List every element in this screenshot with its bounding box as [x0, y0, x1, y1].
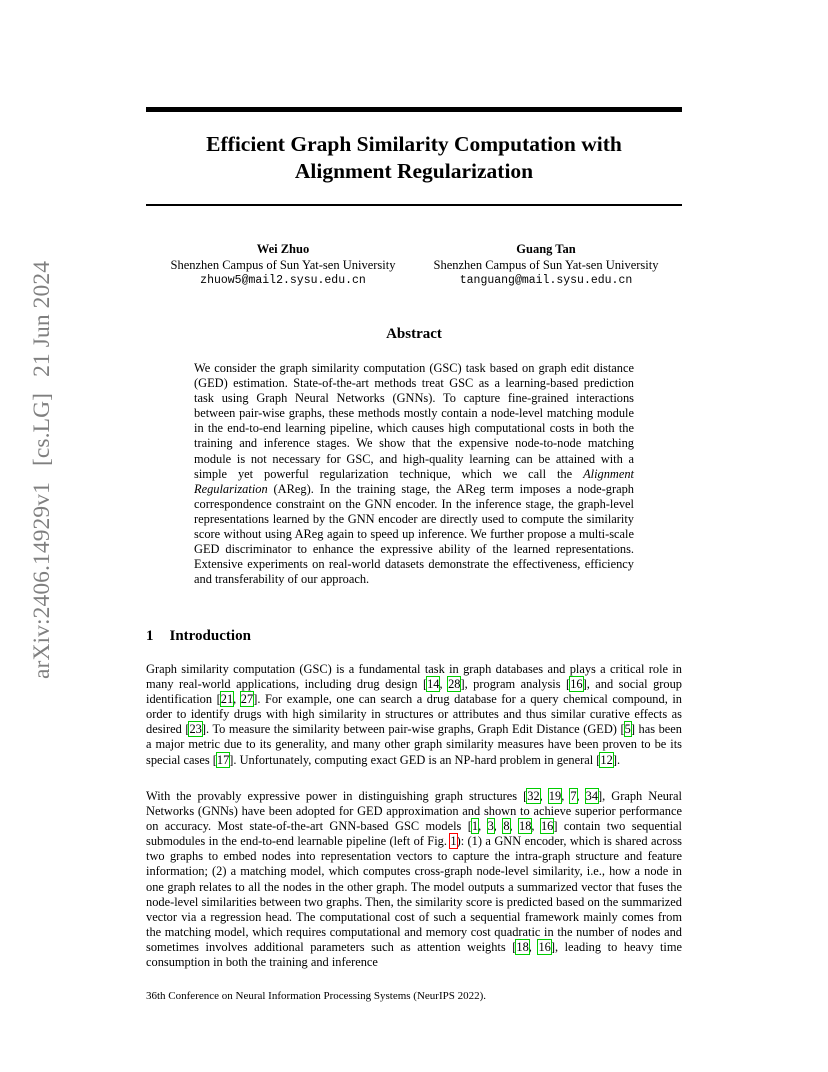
- author-email[interactable]: tanguang@mail.sysu.edu.cn: [459, 274, 633, 287]
- text-run: ]. For example, one can search a drug database for a query chemical compound, in order to identify drugs with high similarity in structures or attributes and thus similar curative effects as desired [: [146, 692, 682, 737]
- citation-link[interactable]: 16: [538, 939, 551, 954]
- intro-paragraph-2: [146, 789, 682, 970]
- arxiv-id: arXiv:2406.14929v1: [29, 482, 55, 679]
- text-run: ,: [478, 819, 488, 834]
- citation-link[interactable]: 17: [216, 752, 230, 767]
- intro-paragraph-1: [146, 662, 682, 768]
- title-top-rule: [146, 107, 682, 112]
- citation-link[interactable]: 32: [527, 789, 540, 803]
- citation-link[interactable]: 12: [600, 752, 613, 767]
- text-run: With the provably expressive power in distinguishing graph structures [: [146, 789, 528, 803]
- text-run: ,: [531, 819, 541, 834]
- author-affiliation: Shenzhen Campus of Sun Yat-sen University: [170, 257, 396, 272]
- citation-link[interactable]: 19: [548, 789, 562, 803]
- abstract-text-2: (AReg). In the training stage, the AReg term imposes a node-graph correspondence constraint on the GNN encoder. In the inference stage, the graph-level representations learned by the GNN encoder are directly used to compute the similarity score without using AReg again to speed up inference. We further propose a multi-scale GED discriminator to enhance the expressive ability of the learned representations. Extensive experiments on real-world datasets demonstrate the effectiveness, efficiency and transferability of our approach.: [194, 481, 634, 587]
- abstract-heading: Abstract: [386, 326, 442, 342]
- citation-link[interactable]: 23: [189, 722, 202, 737]
- text-run: ]. Unfortunately, computing exact GED is an NP-hard problem in general [: [229, 752, 601, 767]
- text-run: ,: [539, 789, 549, 803]
- text-run: ): (1) a GNN encoder, which is shared across two graphs to embed nodes into representation vectors to capture the intra-graph structure and feature information; (2) a matching model, which computes cross-graph node-level similarity, i.e., how a node in one graph relates to all the nodes in the other graph. The model outputs a summarized vector that fuses the node-level similarities between two graphs. Then, the similarity score is predicted based on the summarized vector via a regression head. The computational cost of such a sequential framework mainly comes from the matching model, which requires computational and memory cost quadratic in the number of nodes and sometimes involves additional parameters such as attention weights [: [146, 834, 682, 954]
- text-run: ], Graph Neural Networks (GNNs) have been adopted for GED approximation and shown to achieve superior performance on accuracy. Most state-of-the-art GNN-based GSC models [: [146, 789, 682, 834]
- abstract-text-1: We consider the graph similarity computation (GSC) task based on graph edit distance (GED) estimation. State-of-the-art methods treat GSC as a learning-based prediction task using Graph Neural Networks (GNNs). To capture fine-grained interactions between pair-wise graphs, these methods mostly contain a node-level matching module in the end-to-end learning pipeline, which causes high computational costs in both the training and inference stages. We show that the expensive node-to-node matching module is not necessary for GSC, and high-quality learning can be attained with a simple yet powerful regularization technique, which we call the: [194, 361, 634, 481]
- text-run: ,: [509, 819, 520, 834]
- title-line-1: Efficient Graph Similarity Computation with: [206, 132, 622, 156]
- text-run: ,: [576, 789, 586, 803]
- citation-link[interactable]: 3: [487, 819, 494, 834]
- abstract-body: [194, 361, 634, 587]
- title-line-2: Alignment Regularization: [294, 159, 534, 183]
- citation-link[interactable]: 1: [471, 819, 479, 834]
- text-run: Graph similarity computation (GSC) is a fundamental task in graph databases and plays a critical role in many real-world applications, including drug design [: [146, 662, 682, 692]
- citation-link[interactable]: 27: [240, 692, 254, 707]
- author-block-1: [158, 242, 408, 289]
- section-number: 1: [146, 628, 154, 644]
- conference-footnote: 36th Conference on Neural Information Processing Systems (NeurIPS 2022).: [146, 990, 487, 1002]
- text-run: ].: [612, 752, 621, 767]
- section-heading-introduction: [146, 628, 251, 645]
- abstract-emphasis: Alignment Regularization: [194, 466, 634, 496]
- citation-link[interactable]: 8: [503, 819, 510, 834]
- citation-link[interactable]: 18: [519, 819, 532, 834]
- author-name: Wei Zhuo: [256, 242, 310, 256]
- author-affiliation: Shenzhen Campus of Sun Yat-sen University: [433, 257, 659, 272]
- citation-link[interactable]: 14: [427, 677, 440, 692]
- paper-title: [146, 131, 682, 185]
- author-block-2: [421, 242, 671, 289]
- citation-link[interactable]: 21: [220, 692, 234, 707]
- arxiv-category: [cs.LG]: [29, 392, 55, 467]
- title-bottom-rule: [146, 204, 682, 206]
- citation-link[interactable]: 5: [624, 722, 631, 737]
- text-run: ]. To measure the similarity between pair-wise graphs, Graph Edit Distance (GED) [: [201, 722, 625, 737]
- text-run: ], program analysis [: [460, 677, 571, 692]
- section-title: Introduction: [169, 628, 251, 644]
- text-run: ], and social group identification [: [146, 677, 682, 707]
- text-run: ,: [439, 677, 449, 692]
- author-name: Guang Tan: [516, 242, 576, 256]
- arxiv-date: 21 Jun 2024: [29, 260, 55, 377]
- text-run: ,: [493, 819, 504, 834]
- text-run: ] has been a major metric due to its generality, and many other graph similarity measures have been proven to be its special cases [: [146, 722, 682, 767]
- text-run: ,: [233, 692, 241, 707]
- citation-link[interactable]: 28: [448, 677, 461, 692]
- arxiv-identifier: [29, 251, 56, 679]
- text-run: ], leading to heavy time consumption in both the training and inference: [146, 939, 682, 970]
- figure-reference-link[interactable]: 1: [450, 834, 457, 849]
- citation-link[interactable]: 16: [570, 677, 583, 692]
- text-run: ] contain two sequential submodules in the end-to-end learnable pipeline (left of Fig.: [146, 819, 682, 849]
- author-email[interactable]: zhuow5@mail2.sysu.edu.cn: [200, 274, 366, 287]
- citation-link[interactable]: 7: [570, 789, 577, 803]
- citation-link[interactable]: 34: [585, 789, 599, 803]
- text-run: ,: [561, 789, 571, 803]
- citation-link[interactable]: 18: [516, 939, 529, 954]
- citation-link[interactable]: 16: [540, 819, 554, 834]
- text-run: ,: [528, 939, 539, 954]
